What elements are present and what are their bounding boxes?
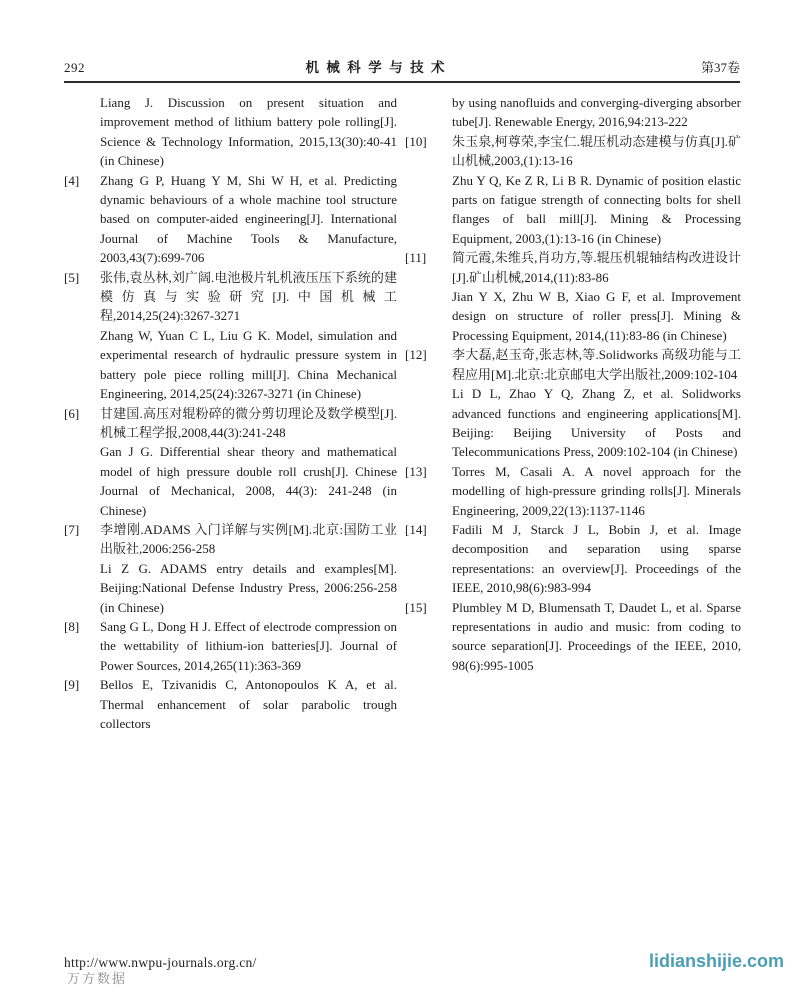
- references-section: [64, 93, 741, 733]
- reference-text: Sang G L, Dong H J. Effect of electrode compression on the wettability of lithium-ion batteries[J]. Journal of Power Sources, 2014,265(11):363-369: [100, 618, 397, 673]
- reference-text: Li Z G. ADAMS entry details and examples[M]. Beijing:National Defense Industry Press, 2006:256-258 (in Chinese): [100, 560, 397, 615]
- reference-tag: [14]: [405, 521, 427, 537]
- reference-item: [405, 132, 741, 248]
- reference-text: 甘建国.高压对辊粉碎的微分剪切理论及数学模型[J].机械工程学报,2008,44(3):241-248: [100, 405, 397, 440]
- reference-item: [405, 462, 741, 520]
- volume-label: 第37卷: [700, 60, 740, 75]
- reference-text: Jian Y X, Zhu W B, Xiao G F, et al. Improvement design on structure of roller press[J]. Mining & Processing Equipment, 2014,(11):83-86 (in Chinese): [452, 289, 741, 343]
- reference-text: 李增刚.ADAMS 入门详解与实例[M].北京:国防工业出版社,2006:256-258: [100, 521, 397, 557]
- reference-text: Zhang W, Yuan C L, Liu G K. Model, simulation and experimental research of hydraulic pressure system in battery pole piece rolling mill[J]. China Mechanical Engineering, 2014,25(24):3267-3271 (in Chinese): [100, 327, 397, 402]
- reference-parts: [452, 345, 741, 461]
- page-header: [64, 56, 740, 83]
- reference-text: 李大磊,赵玉奇,张志林,等.Solidworks 高级功能与工程应用[M].北京:北京邮电大学出版社,2009:102-104: [452, 347, 741, 382]
- footer-url: http://www.nwpu-journals.org.cn/: [64, 955, 257, 970]
- reference-item: [64, 675, 397, 733]
- reference-item: [405, 598, 741, 676]
- reference-tag: [11]: [405, 250, 427, 266]
- reference-parts: [100, 675, 397, 733]
- reference-tag: [8]: [64, 618, 80, 634]
- reference-tag: [4]: [64, 172, 80, 188]
- reference-tag: [5]: [64, 269, 80, 285]
- reference-parts: [452, 248, 741, 345]
- reference-text: Zhang G P, Huang Y M, Shi W H, et al. Predicting dynamic behaviours of a whole machine tool structure based on computer-aided engineering[J]. International Journal of Machine Tools & Manufacture, 2003,43(7):699-706: [100, 172, 397, 266]
- reference-item: [64, 171, 397, 268]
- reference-text: Fadili M J, Starck J L, Bobin J, et al. Image decomposition and separation using sparse representations: an overview[J]. Proceedings of the IEEE, 2010,98(6):983-994: [452, 521, 741, 596]
- reference-parts: [100, 404, 397, 520]
- journal-title: 机械科学与技术: [305, 60, 452, 75]
- reference-parts: [100, 617, 397, 675]
- wanfang-watermark: 万方数据: [67, 971, 128, 986]
- reference-tag: [13]: [405, 463, 427, 479]
- reference-parts: [452, 132, 741, 248]
- reference-tag: [15]: [405, 599, 427, 615]
- page-number: 292: [64, 60, 85, 75]
- reference-text: 张伟,袁丛林,刘广阔.电池极片轧机液压压下系统的建模仿真与实验研究[J].中国机械工程,2014,25(24):3267-3271: [100, 269, 397, 324]
- reference-parts: [100, 268, 397, 404]
- reference-parts: [452, 462, 741, 520]
- reference-parts: [100, 520, 397, 617]
- reference-tag: [7]: [64, 521, 80, 537]
- reference-item: [64, 617, 397, 675]
- reference-tag: [6]: [64, 405, 80, 421]
- reference-parts: [452, 520, 741, 598]
- reference-item: [405, 345, 741, 461]
- reference-tag: [10]: [405, 133, 427, 149]
- reference-text: 朱玉泉,柯尊荣,李宝仁.辊压机动态建模与仿真[J].矿山机械,2003,(1):13-16: [452, 133, 741, 169]
- reference-tag: [12]: [405, 347, 427, 363]
- references-right-column: [405, 93, 741, 733]
- reference-tag: [9]: [64, 677, 80, 693]
- reference-text: Torres M, Casali A. A novel approach for the modelling of high-pressure grinding rolls[J]. Minerals Engineering, 2009,22(13):1137-1146: [452, 463, 741, 518]
- reference-item: [64, 520, 397, 617]
- reference-item: [64, 404, 397, 520]
- reference-text: Zhu Y Q, Ke Z R, Li B R. Dynamic of position elastic parts on fatigue strength of connecting bolts for shell flanges of ball mill[J]. Mining & Processing Equipment, 2003,(1):13-16 (in Chinese): [452, 172, 741, 246]
- reference-item: [64, 268, 397, 404]
- reference-text: Bellos E, Tzivanidis C, Antonopoulos K A, et al. Thermal enhancement of solar parabolic trough collectors: [100, 677, 397, 731]
- site-watermark: lidianshijie.com: [648, 951, 784, 971]
- reference-parts: [452, 598, 741, 676]
- reference-text: 简元霞,朱维兵,肖功方,等.辊压机辊轴结构改进设计[J].矿山机械,2014,(11):83-86: [452, 250, 741, 285]
- reference-item: [64, 93, 397, 171]
- reference-text: by using nanofluids and converging-diverging absorber tube[J]. Renewable Energy, 2016,94:213-222: [452, 95, 741, 130]
- reference-item: [405, 248, 741, 345]
- reference-parts: [100, 171, 397, 268]
- reference-parts: [100, 93, 397, 171]
- reference-item: [405, 520, 741, 598]
- reference-parts: [452, 93, 741, 132]
- reference-text: Plumbley M D, Blumensath T, Daudet L, et al. Sparse representations in audio and music: from coding to source separation[J]. Proceedings of the IEEE, 2010, 98(6):995-1005: [452, 599, 741, 673]
- references-left-column: [64, 93, 397, 733]
- reference-text: Gan J G. Differential shear theory and mathematical model of high pressure double roll crush[J]. Chinese Journal of Mechanical, 2008, 44(3): 241-248 (in Chinese): [100, 444, 397, 518]
- reference-text: Liang J. Discussion on present situation and improvement method of lithium battery pole rolling[J]. Science & Technology Information, 2015,13(30):40-41 (in Chinese): [100, 95, 397, 169]
- reference-text: Li D L, Zhao Y Q, Zhang Z, et al. Solidworks advanced functions and engineering applications[M]. Beijing: Beijing University of Posts and Telecommunications Press, 2009:102-104 (in Chinese): [452, 386, 741, 460]
- reference-item: [405, 93, 741, 132]
